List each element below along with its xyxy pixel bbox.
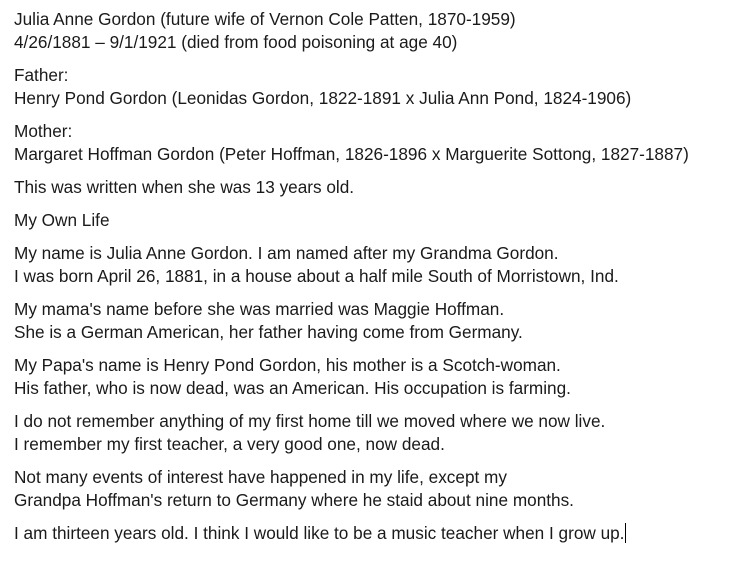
mother-label: Mother: <box>14 121 73 141</box>
mother-text: Margaret Hoffman Gordon (Peter Hoffman, 1826-1896 x Marguerite Sottong, 1827-1887) <box>14 144 689 164</box>
written-note <box>14 176 744 199</box>
paragraph-mama <box>14 298 744 344</box>
document-body[interactable] <box>14 8 744 555</box>
text-cursor <box>625 523 626 543</box>
paragraph-papa <box>14 354 744 400</box>
header-line-dates: 4/26/1881 – 9/1/1921 (died from food poisoning at age 40) <box>14 32 458 52</box>
paragraph-line: I do not remember anything of my first home till we moved where we now live. <box>14 411 606 431</box>
written-note-text: This was written when she was 13 years old. <box>14 177 355 197</box>
paragraph-line: My Papa's name is Henry Pond Gordon, his mother is a Scotch-woman. <box>14 355 561 375</box>
paragraph-line: My name is Julia Anne Gordon. I am named after my Grandma Gordon. <box>14 243 559 263</box>
father-text: Henry Pond Gordon (Leonidas Gordon, 1822-1891 x Julia Ann Pond, 1824-1906) <box>14 88 632 108</box>
paragraph-line: I remember my first teacher, a very good one, now dead. <box>14 434 445 454</box>
essay-title-text: My Own Life <box>14 210 110 230</box>
closing-line <box>14 522 744 545</box>
closing-paragraph <box>14 522 744 545</box>
father-block <box>14 64 744 110</box>
paragraph-first-home <box>14 410 744 456</box>
father-label: Father: <box>14 65 69 85</box>
paragraph-line: She is a German American, her father having come from Germany. <box>14 322 523 342</box>
header-line-name: Julia Anne Gordon (future wife of Vernon Cole Patten, 1870-1959) <box>14 9 516 29</box>
essay-title <box>14 209 744 232</box>
paragraph-events <box>14 466 744 512</box>
paragraph-line: My mama's name before she was married was Maggie Hoffman. <box>14 299 505 319</box>
paragraph-line: His father, who is now dead, was an American. His occupation is farming. <box>14 378 571 398</box>
paragraph-name <box>14 242 744 288</box>
paragraph-line: I was born April 26, 1881, in a house about a half mile South of Morristown, Ind. <box>14 266 619 286</box>
header-block <box>14 8 744 54</box>
paragraph-line: Not many events of interest have happened in my life, except my <box>14 467 507 487</box>
closing-text: I am thirteen years old. I think I would like to be a music teacher when I grow up. <box>14 523 625 543</box>
paragraph-line: Grandpa Hoffman's return to Germany where he staid about nine months. <box>14 490 574 510</box>
mother-block <box>14 120 744 166</box>
